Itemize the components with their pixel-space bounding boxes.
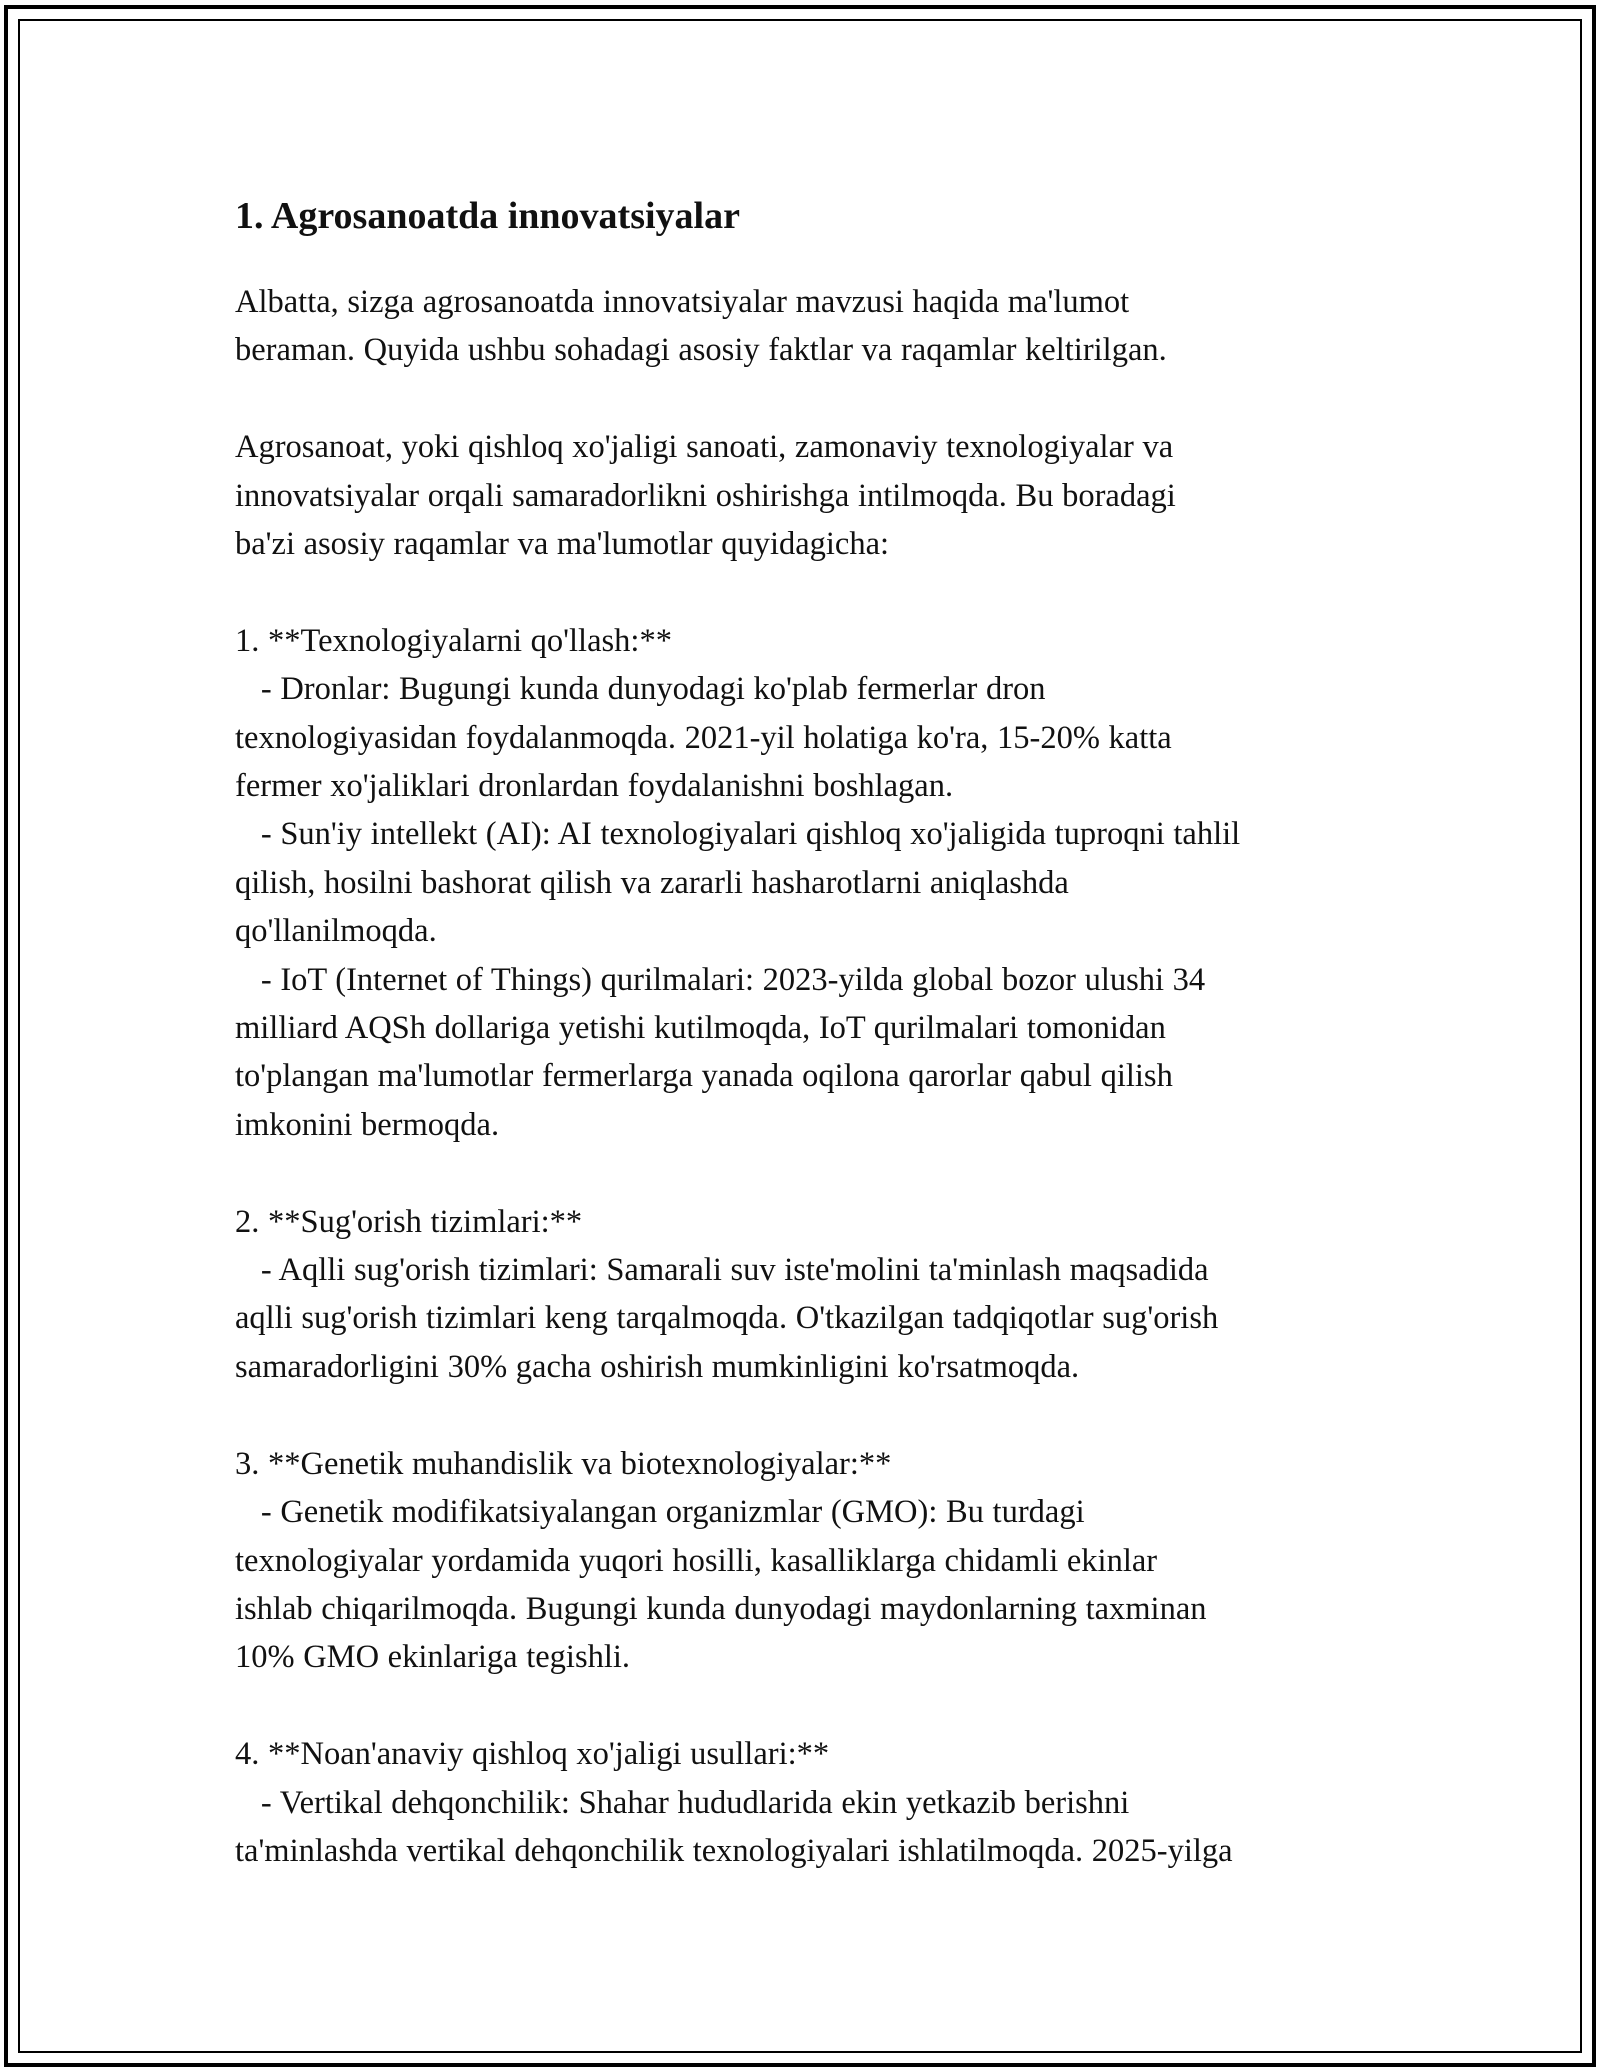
section-genetics bbox=[235, 1440, 1375, 1682]
section-technology bbox=[235, 617, 1375, 1149]
section-heading: 1. **Texnologiyalarni qo'llash:** bbox=[235, 622, 672, 659]
list-item-iot: - IoT (Internet of Things) qurilmalari: 2023-yilda global bozor ulushi 34 milliard AQSh dollariga yetishi kutilmoqda, IoT qurilmalari tomonidan to'plangan ma'lumotlar fermerlarga yanada oqilona qarorlar qabul qilish imkonini bermoqda. bbox=[235, 961, 1206, 1143]
overview-paragraph: Agrosanoat, yoki qishloq xo'jaligi sanoati, zamonaviy texnologiyalar va innovatsiyalar orqali samaradorlikni oshirishga intilmoqda. Bu boradagi ba'zi asosiy raqamlar va ma'lumotlar quyidagicha: bbox=[235, 429, 1176, 563]
list-item-drones: - Dronlar: Bugungi kunda dunyodagi ko'plab fermerlar dron texnologiyasidan foydalanmoqda. 2021-yil holatiga ko'ra, 15-20% katta fermer xo'jaliklari dronlardan foydalanishni boshlagan. bbox=[235, 671, 1172, 805]
list-item-gmo: - Genetik modifikatsiyalangan organizmlar (GMO): Bu turdagi texnologiyalar yordamida yuqori hosilli, kasalliklarga chidamli ekinlar ishlab chiqarilmoqda. Bugungi kunda dunyodagi maydonlarning taxminan 10% GMO ekinlariga tegishli. bbox=[235, 1494, 1207, 1676]
section-heading: 4. **Noan'anaviy qishloq xo'jaligi usullari:** bbox=[235, 1736, 830, 1773]
document-body bbox=[235, 188, 1375, 1875]
section-nontraditional bbox=[235, 1730, 1375, 1875]
section-heading: 2. **Sug'orish tizimlari:** bbox=[235, 1203, 583, 1240]
list-item-vertical-farming: - Vertikal dehqonchilik: Shahar hududlarida ekin yetkazib berishni ta'minlashda vertikal dehqonchilik texnologiyalari ishlatilmoqda. 2025-yilga bbox=[235, 1784, 1233, 1869]
paragraph-gap bbox=[235, 375, 1375, 423]
intro-paragraph: Albatta, sizga agrosanoatda innovatsiyalar mavzusi haqida ma'lumot beraman. Quyida ushbu sohadagi asosiy faktlar va raqamlar keltirilgan. bbox=[235, 284, 1167, 369]
list-item-ai: - Sun'iy intellekt (AI): AI texnologiyalari qishloq xo'jaligida tuproqni tahlil qilish, hosilni bashorat qilish va zararli hasharotlarni aniqlashda qo'llanilmoqda. bbox=[235, 816, 1241, 950]
paragraph-gap bbox=[235, 1391, 1375, 1439]
document-title: 1. Agrosanoatda innovatsiyalar bbox=[235, 195, 740, 237]
paragraph-gap bbox=[235, 1149, 1375, 1197]
section-heading: 3. **Genetik muhandislik va biotexnologiyalar:** bbox=[235, 1445, 892, 1482]
section-irrigation bbox=[235, 1198, 1375, 1392]
list-item-smart-irrigation: - Aqlli sug'orish tizimlari: Samarali suv iste'molini ta'minlash maqsadida aqlli sug'orish tizimlari keng tarqalmoqda. O'tkazilgan tadqiqotlar sug'orish samaradorligini 30% gacha oshirish mumkinligini ko'rsatmoqda. bbox=[235, 1252, 1219, 1385]
paragraph-gap bbox=[235, 568, 1375, 616]
paragraph-gap bbox=[235, 1682, 1375, 1730]
